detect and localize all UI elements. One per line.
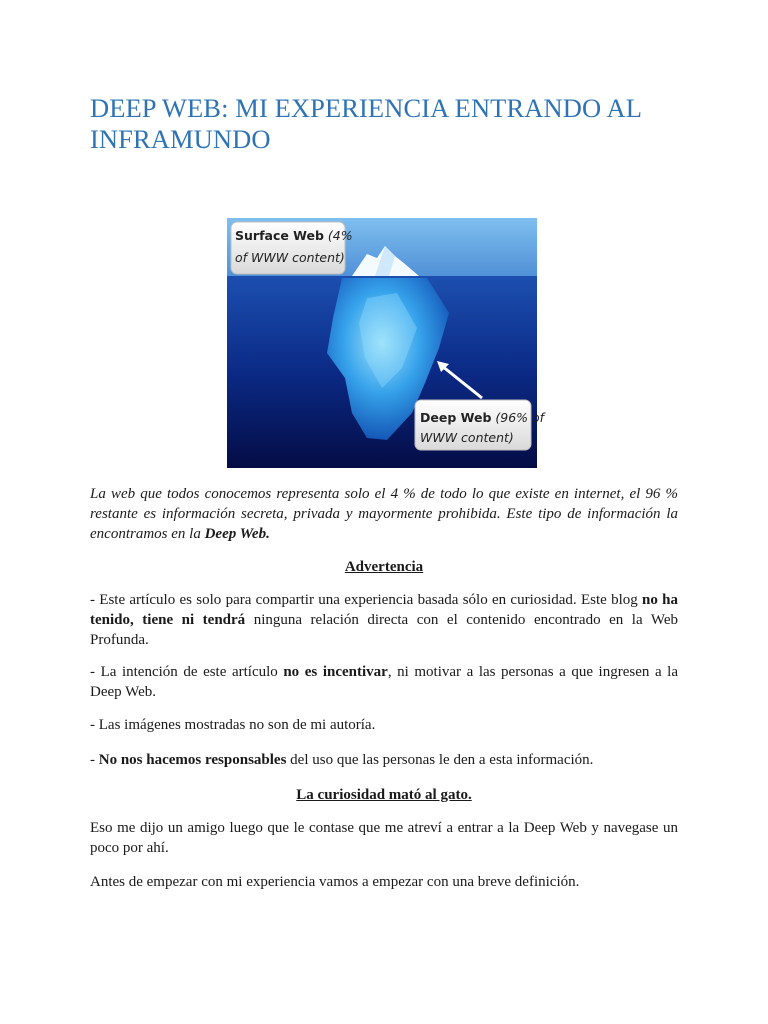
- warning-paragraph-4: - No nos hacemos responsables del uso que las personas le den a esta información.: [90, 752, 594, 768]
- surface-web-label: Surface Web (4%: [235, 228, 353, 243]
- body-paragraph-1: Eso me dijo un amigo luego que le contase que me atreví a entrar a la Deep Web y navegase un poco por ahí.: [90, 820, 678, 856]
- warning-paragraph-2: - La intención de este artículo no es incentivar, ni motivar a las personas a que ingresen a la Deep Web.: [90, 664, 678, 700]
- warning-heading: Advertencia: [344, 559, 424, 575]
- warning-paragraph-1: - Este artículo es solo para compartir una experiencia basada sólo en curiosidad. Este blog no ha tenido, tiene ni tendrá ninguna relación directa con el contenido encontrado en la Web Profunda.: [90, 592, 679, 648]
- deep-web-label-line2: WWW content): [420, 430, 514, 445]
- surface-web-label-line2: of WWW content): [235, 250, 345, 265]
- iceberg-image: [227, 218, 545, 468]
- warning-paragraph-3: - Las imágenes mostradas no son de mi autoría.: [90, 717, 376, 733]
- curiosity-heading: La curiosidad mató al gato.: [296, 787, 472, 803]
- intro-paragraph: La web que todos conocemos representa solo el 4 % de todo lo que existe en internet, el 96 % restante es información secreta, privada y mayormente prohibida. Este tipo de información la encontramos en la Deep Web.: [90, 486, 678, 542]
- deep-web-label: Deep Web (96% of: [420, 410, 545, 425]
- page-title: DEEP WEB: MI EXPERIENCIA ENTRANDO AL INFRAMUNDO: [90, 93, 642, 154]
- body-paragraph-2: Antes de empezar con mi experiencia vamos a empezar con una breve definición.: [90, 874, 580, 890]
- iceberg-illustration: [227, 218, 545, 468]
